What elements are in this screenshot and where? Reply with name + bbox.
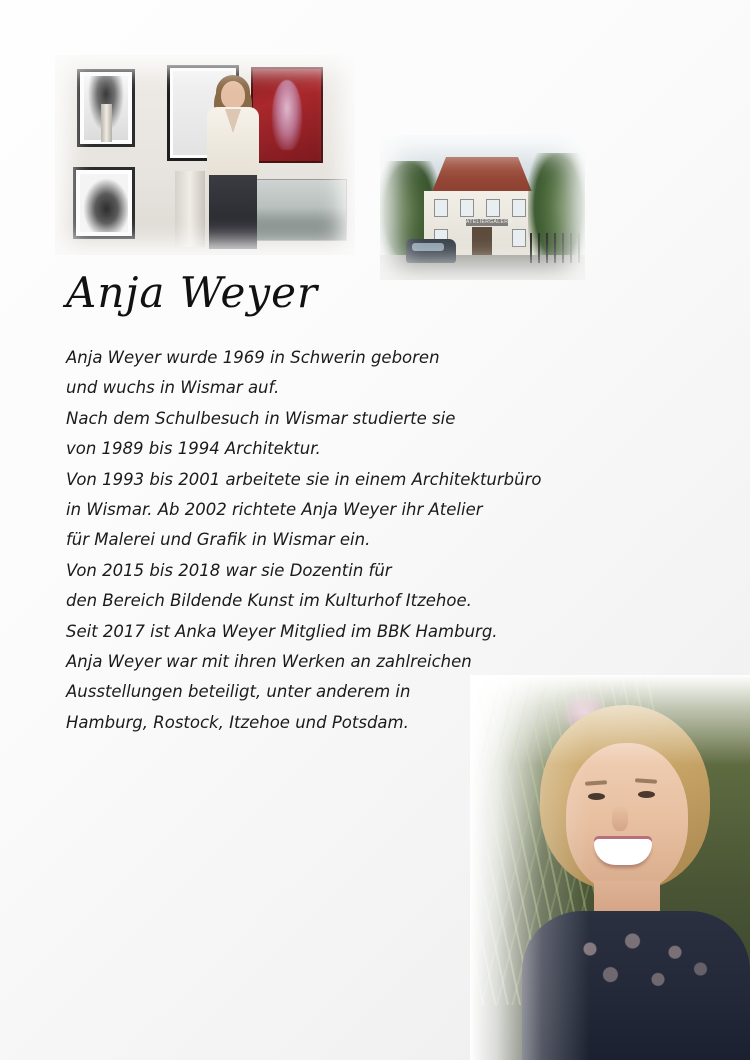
- bio-line: Seit 2017 ist Anka Weyer Mitglied im BBK Hamburg.: [66, 621, 498, 641]
- bio-line: für Malerei und Grafik in Wismar ein.: [66, 530, 371, 550]
- blouse: [207, 107, 259, 179]
- column-motif: [101, 104, 112, 141]
- framed-artwork-light: [167, 65, 239, 161]
- seascape-painting: [251, 179, 347, 241]
- bio-line: Anja Weyer wurde 1969 in Schwerin geboren: [66, 348, 440, 367]
- bio-line: Ausstellungen beteiligt, unter anderem in: [66, 682, 411, 702]
- bio-line: und wuchs in Wismar auf.: [66, 378, 280, 398]
- nose: [612, 805, 628, 831]
- bio-line: Von 2015 bis 2018 war sie Dozentin für: [66, 560, 392, 580]
- painting-figure-motif: [272, 80, 302, 150]
- bio-line: in Wismar. Ab 2002 richtete Anja Weyer ihr Atelier: [66, 500, 483, 520]
- framed-artwork-column: [77, 69, 135, 147]
- framed-artwork-figure: [73, 167, 135, 239]
- artwork-image: [173, 71, 233, 155]
- eye-right: [638, 791, 655, 798]
- eye-left: [588, 793, 605, 800]
- artwork-image: [80, 174, 128, 232]
- page-title: Anja Weyer: [66, 268, 319, 317]
- bio-line: Von 1993 bis 2001 arbeitete sie in einem Architekturbüro: [66, 469, 542, 489]
- artist-figure: [195, 73, 269, 249]
- hair: [216, 75, 250, 109]
- neckline: [225, 109, 241, 133]
- bio-line: den Bereich Bildende Kunst im Kulturhof Itzehoe.: [66, 591, 472, 611]
- pedestal: [175, 171, 205, 247]
- hair-strand-right: [240, 91, 252, 125]
- gallery-wall: [55, 55, 355, 255]
- bio-line: Hamburg, Rostock, Itzehoe und Potsdam.: [66, 712, 409, 732]
- head: [221, 81, 245, 109]
- gallery-photo: [55, 55, 355, 255]
- atelier-house-photo: [380, 135, 585, 280]
- artwork-image: [84, 76, 128, 140]
- bio-line: von 1989 bis 1994 Architektur.: [66, 439, 321, 459]
- photo-vignette: [380, 135, 585, 280]
- bio-line: Nach dem Schulbesuch in Wismar studierte sie: [66, 408, 456, 428]
- red-painting: [251, 67, 323, 163]
- photo-fade-top: [470, 675, 750, 765]
- hair-strand-left: [214, 91, 226, 125]
- atelier-sign: ATELIERGALERIE: [466, 219, 514, 225]
- bio-line: Anja Weyer war mit ihren Werken an zahlreichen: [66, 652, 472, 672]
- portrait-photo: [470, 675, 750, 1060]
- skirt: [209, 175, 257, 249]
